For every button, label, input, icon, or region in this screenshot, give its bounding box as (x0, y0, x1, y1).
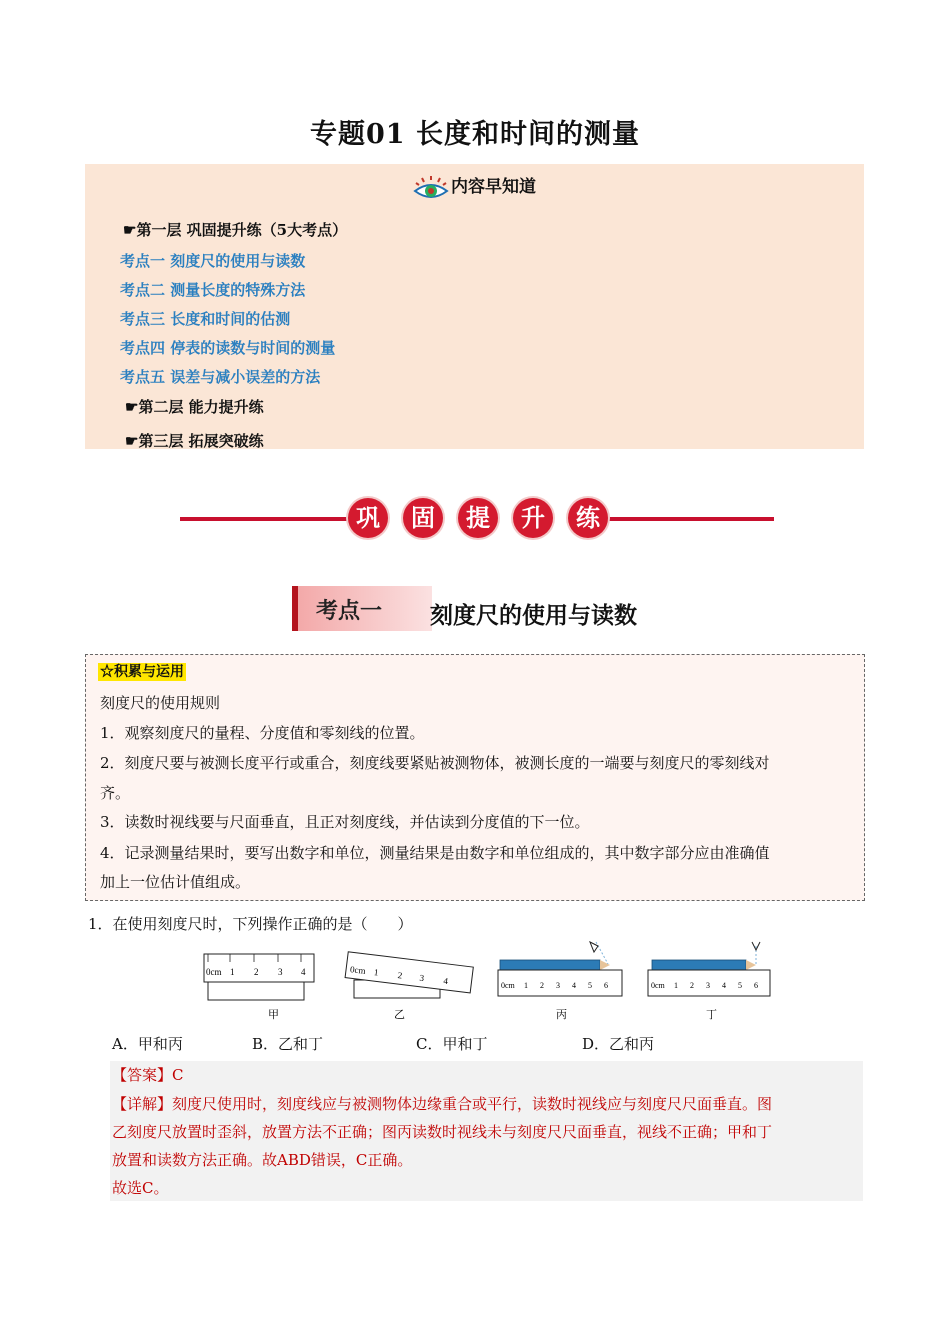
yi-tick-3: 3 (419, 972, 425, 984)
question-text: 1．在使用刻度尺时，下列操作正确的是（ ） (88, 915, 413, 933)
option-a[interactable]: A．甲和丙 (112, 1035, 183, 1053)
answer-line-2: 乙刻度尺放置时歪斜，放置方法不正确；图丙读数时视线未与刻度尺尺面垂直，视线不正确；甲和丁 (112, 1123, 773, 1141)
bing-tick-5: 5 (588, 981, 592, 990)
rules-tag: ☆积累与运用 (100, 664, 184, 680)
yi-tick-1: 1 (373, 967, 380, 978)
section-tag (292, 586, 432, 631)
ding-tick-2: 2 (690, 981, 694, 990)
banner-char-4: 升 (513, 498, 553, 538)
rule-line-6: 加上一位估计值组成。 (100, 873, 251, 891)
figure-yi (345, 952, 473, 998)
ding-tick-4: 4 (722, 981, 726, 990)
bing-tick-6: 6 (604, 981, 608, 990)
bing-tick-3: 3 (556, 981, 560, 990)
answer-box (110, 1061, 863, 1201)
figure-label-ding: 丁 (706, 1009, 717, 1021)
jia-unit: 0cm (206, 967, 222, 977)
rule-line-2: 2．刻度尺要与被测长度平行或重合，刻度线要紧贴被测物体，被测长度的一端要与刻度尺的零刻线对 (100, 754, 770, 772)
answer-line-4: 故选C。 (112, 1179, 169, 1197)
jia-tick-4: 4 (301, 967, 306, 977)
figure-label-bing: 丙 (556, 1009, 567, 1021)
toc-level-1: ☛第一层 巩固提升练（5大考点） (123, 221, 348, 239)
toc-point-5[interactable]: 考点五 误差与减小误差的方法 (120, 368, 321, 386)
banner-line-right (604, 517, 774, 521)
bing-unit: 0cm (501, 981, 515, 990)
rule-line-5: 4．记录测量结果时，要写出数字和单位，测量结果是由数字和单位组成的，其中数字部分应由准确值 (100, 844, 770, 862)
ding-tick-1: 1 (674, 981, 678, 990)
option-d[interactable]: D．乙和丙 (582, 1035, 655, 1053)
banner-char-3: 提 (458, 498, 498, 538)
ruler-figure (200, 940, 780, 1025)
yi-unit: 0cm (349, 964, 367, 976)
jia-tick-3: 3 (278, 967, 283, 977)
ding-tick-6: 6 (754, 981, 758, 990)
option-b[interactable]: B．乙和丁 (252, 1035, 324, 1053)
toc-point-3[interactable]: 考点三 长度和时间的估测 (120, 310, 291, 328)
figure-jia (204, 954, 314, 1000)
toc-header (85, 172, 864, 201)
option-c[interactable]: C．甲和丁 (416, 1035, 488, 1053)
eye-icon (413, 175, 449, 201)
banner-char-1: 巩 (348, 498, 388, 538)
bing-tick-4: 4 (572, 981, 576, 990)
rules-box (85, 654, 865, 901)
answer-line-3: 放置和读数方法正确。故ABD错误，C正确。 (112, 1151, 413, 1169)
banner-char-5: 练 (568, 498, 608, 538)
jia-tick-1: 1 (230, 967, 235, 977)
toc-point-1[interactable]: 考点一 刻度尺的使用与读数 (120, 252, 306, 270)
answer-line-1: 【详解】刻度尺使用时，刻度线应与被测物体边缘重合或平行，读数时视线应与刻度尺尺面垂直。图 (112, 1095, 773, 1113)
section-tag-label: 考点一 (316, 598, 383, 624)
yi-tick-4: 4 (442, 975, 449, 987)
toc-point-2[interactable]: 考点二 测量长度的特殊方法 (120, 281, 306, 299)
section-title: 刻度尺的使用与读数 (430, 602, 637, 629)
banner-char-2: 固 (403, 498, 443, 538)
rule-line-1: 1．观察刻度尺的量程、分度值和零刻线的位置。 (100, 724, 425, 742)
answer-line-0: 【答案】C (112, 1066, 184, 1084)
figure-label-jia: 甲 (268, 1009, 279, 1021)
banner-line-left (180, 517, 350, 521)
section-banner (180, 496, 774, 544)
toc-level-2: ☛第二层 能力提升练 (125, 398, 264, 416)
page-title: 专题01 长度和时间的测量 (310, 119, 640, 150)
ding-tick-5: 5 (738, 981, 742, 990)
rule-line-4: 3．读数时视线要与尺面垂直，且正对刻度线，并估读到分度值的下一位。 (100, 813, 590, 831)
yi-tick-2: 2 (397, 970, 403, 981)
toc-level-3: ☛第三层 拓展突破练 (125, 432, 264, 450)
rule-line-0: 刻度尺的使用规则 (100, 694, 221, 712)
rule-line-3: 齐。 (100, 784, 131, 802)
bing-tick-1: 1 (524, 981, 528, 990)
toc-panel (85, 164, 864, 449)
bing-tick-2: 2 (540, 981, 544, 990)
figure-label-yi: 乙 (394, 1009, 405, 1021)
ding-tick-3: 3 (706, 981, 710, 990)
figure-bing (498, 942, 622, 996)
figure-ding (648, 942, 770, 996)
jia-tick-2: 2 (254, 967, 259, 977)
toc-header-label: 内容早知道 (451, 177, 536, 197)
ding-unit: 0cm (651, 981, 665, 990)
toc-point-4[interactable]: 考点四 停表的读数与时间的测量 (120, 339, 336, 357)
